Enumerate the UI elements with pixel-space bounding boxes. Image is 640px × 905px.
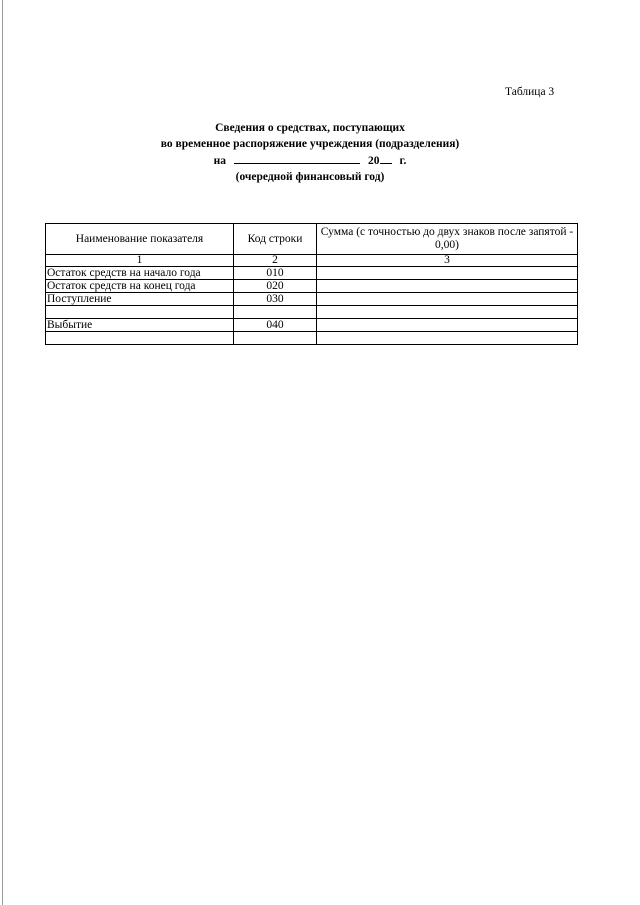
row-name: Остаток средств на начало года	[46, 267, 234, 280]
row-sum-cell[interactable]	[317, 319, 578, 332]
column-numbers-row	[46, 255, 578, 267]
row-name	[46, 306, 234, 319]
row-sum-cell[interactable]	[317, 280, 578, 293]
row-code	[234, 306, 317, 319]
heading-prefix: на	[213, 155, 227, 167]
page-edge	[2, 0, 3, 905]
row-code: 020	[234, 280, 317, 293]
row-sum-cell[interactable]	[317, 267, 578, 280]
row-code: 010	[234, 267, 317, 280]
row-sum-cell[interactable]	[317, 332, 578, 345]
table-row	[46, 267, 578, 280]
table-row	[46, 306, 578, 319]
table-row	[46, 280, 578, 293]
row-sum-cell[interactable]	[317, 293, 578, 306]
heading-line-1: Сведения о средствах, поступающих	[215, 122, 405, 134]
row-name: Остаток средств на конец года	[46, 280, 234, 293]
header-name: Наименование показателя	[46, 224, 234, 255]
heading-year: 20	[368, 155, 380, 167]
table-header-row	[46, 224, 578, 255]
row-name	[46, 332, 234, 345]
row-sum-cell[interactable]	[317, 306, 578, 319]
table-row	[46, 332, 578, 345]
table-number-label: Таблица 3	[505, 86, 555, 98]
heading-line-2: во временное распоряжение учреждения (подразделения)	[160, 137, 460, 150]
heading-line-3	[110, 152, 510, 170]
header-sum: Сумма (с точностью до двух знаков после запятой - 0,00)	[317, 224, 578, 255]
year-blank-field	[380, 152, 392, 164]
column-number: 3	[317, 255, 578, 267]
row-code	[234, 332, 317, 345]
column-number: 2	[234, 255, 317, 267]
heading-line-4: (очередной финансовый год)	[235, 170, 385, 183]
report-table	[45, 223, 578, 345]
header-code: Код строки	[234, 224, 317, 255]
heading-suffix: г.	[399, 155, 407, 167]
document-heading	[110, 121, 510, 185]
row-name: Поступление	[46, 293, 234, 306]
row-code: 040	[234, 319, 317, 332]
column-number: 1	[46, 255, 234, 267]
table-row	[46, 293, 578, 306]
table-row	[46, 319, 578, 332]
row-name: Выбытие	[46, 319, 234, 332]
date-blank-field	[234, 152, 360, 164]
row-code: 030	[234, 293, 317, 306]
